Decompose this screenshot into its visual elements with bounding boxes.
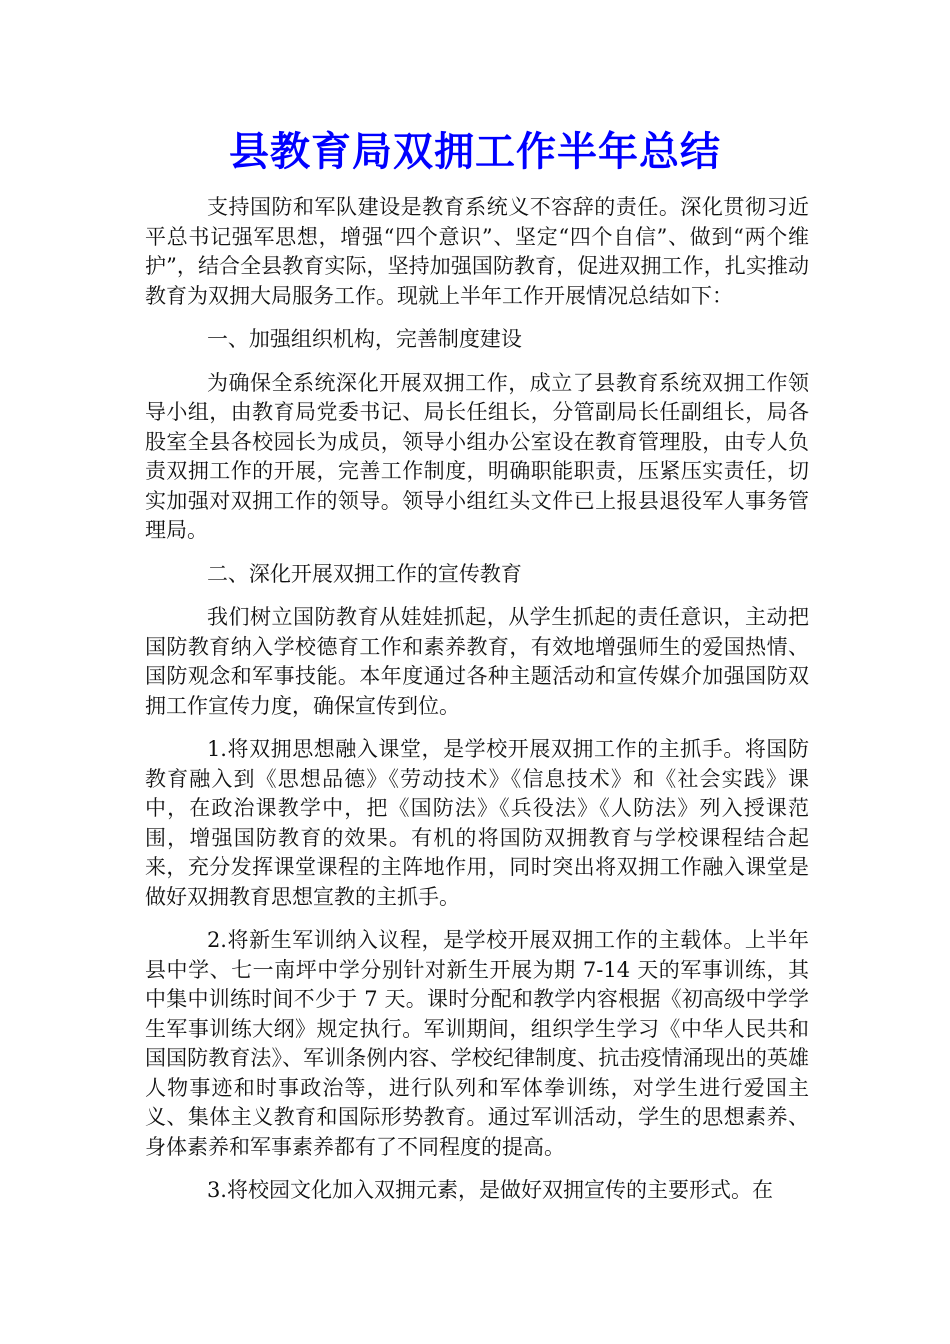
item-1-paragraph: 1.将双拥思想融入课堂，是学校开展双拥工作的主抓手。将国防教育融入到《思想品德》《劳动技术》《信息技术》和《社会实践》课中，在政治课教学中，把《国防法》《兵役法》《人防法》列入授课范围，增强国防教育的效果。有机的将国防双拥教育与学校课程结合起来，充分发挥课堂课程的主阵地作用，同时突出将双拥工作融入课堂是做好双拥教育思想宣教的主抓手。 [145, 737, 809, 909]
intro-paragraph: 支持国防和军队建设是教育系统义不容辞的责任。深化贯彻习近平总书记强军思想，增强“四个意识”、坚定“四个自信”、做到“两个维护”，结合全县教育实际，坚持加强国防教育，促进双拥工作，扎实推动教育为双拥大局服务工作。现就上半年工作开展情况总结如下： [145, 195, 809, 308]
section-2-paragraph: 我们树立国防教育从娃娃抓起，从学生抓起的责任意识，主动把国防教育纳入学校德育工作和素养教育，有效地增强师生的爱国热情、国防观念和军事技能。本年度通过各种主题活动和宣传媒介加强国防双拥工作宣传力度，确保宣传到位。 [145, 605, 809, 718]
section-heading-1: 一、加强组织机构，完善制度建设 [206, 327, 522, 351]
document-body [145, 193, 809, 1220]
section-1-paragraph: 为确保全系统深化开展双拥工作，成立了县教育系统双拥工作领导小组，由教育局党委书记、局长任组长，分管副局长任副组长，局各股室全县各校园长为成员，领导小组办公室设在教育管理股，由专人负责双拥工作的开展，完善工作制度，明确职能职责，压紧压实责任，切实加强对双拥工作的领导。领导小组红头文件已上报县退役军人事务管理局。 [145, 370, 809, 542]
section-heading-2: 二、深化开展双拥工作的宣传教育 [206, 561, 522, 586]
item-2-paragraph: 2.将新生军训纳入议程，是学校开展双拥工作的主载体。上半年县中学、七一南坪中学分别针对新生开展为期 7-14 天的军事训练，其中集中训练时间不少于 7 天。课时分配和教学内容根据《初高级中学学生军事训练大纲》规定执行。军训期间，组织学生学习《中华人民共和国国防教育法》、军训条例内容、学校纪律制度、抗击疫情涌现出的英雄人物事迹和时事政治等，进行队列和军体拳训练，对学生进行爱国主义、集体主义教育和国际形势教育。通过军训活动，学生的思想素养、身体素养和军事素养都有了不同程度的提高。 [145, 928, 809, 1159]
document-title: 县教育局双拥工作半年总结 [229, 128, 721, 175]
item-3-paragraph: 3.将校园文化加入双拥元素，是做好双拥宣传的主要形式。在 [206, 1178, 773, 1202]
